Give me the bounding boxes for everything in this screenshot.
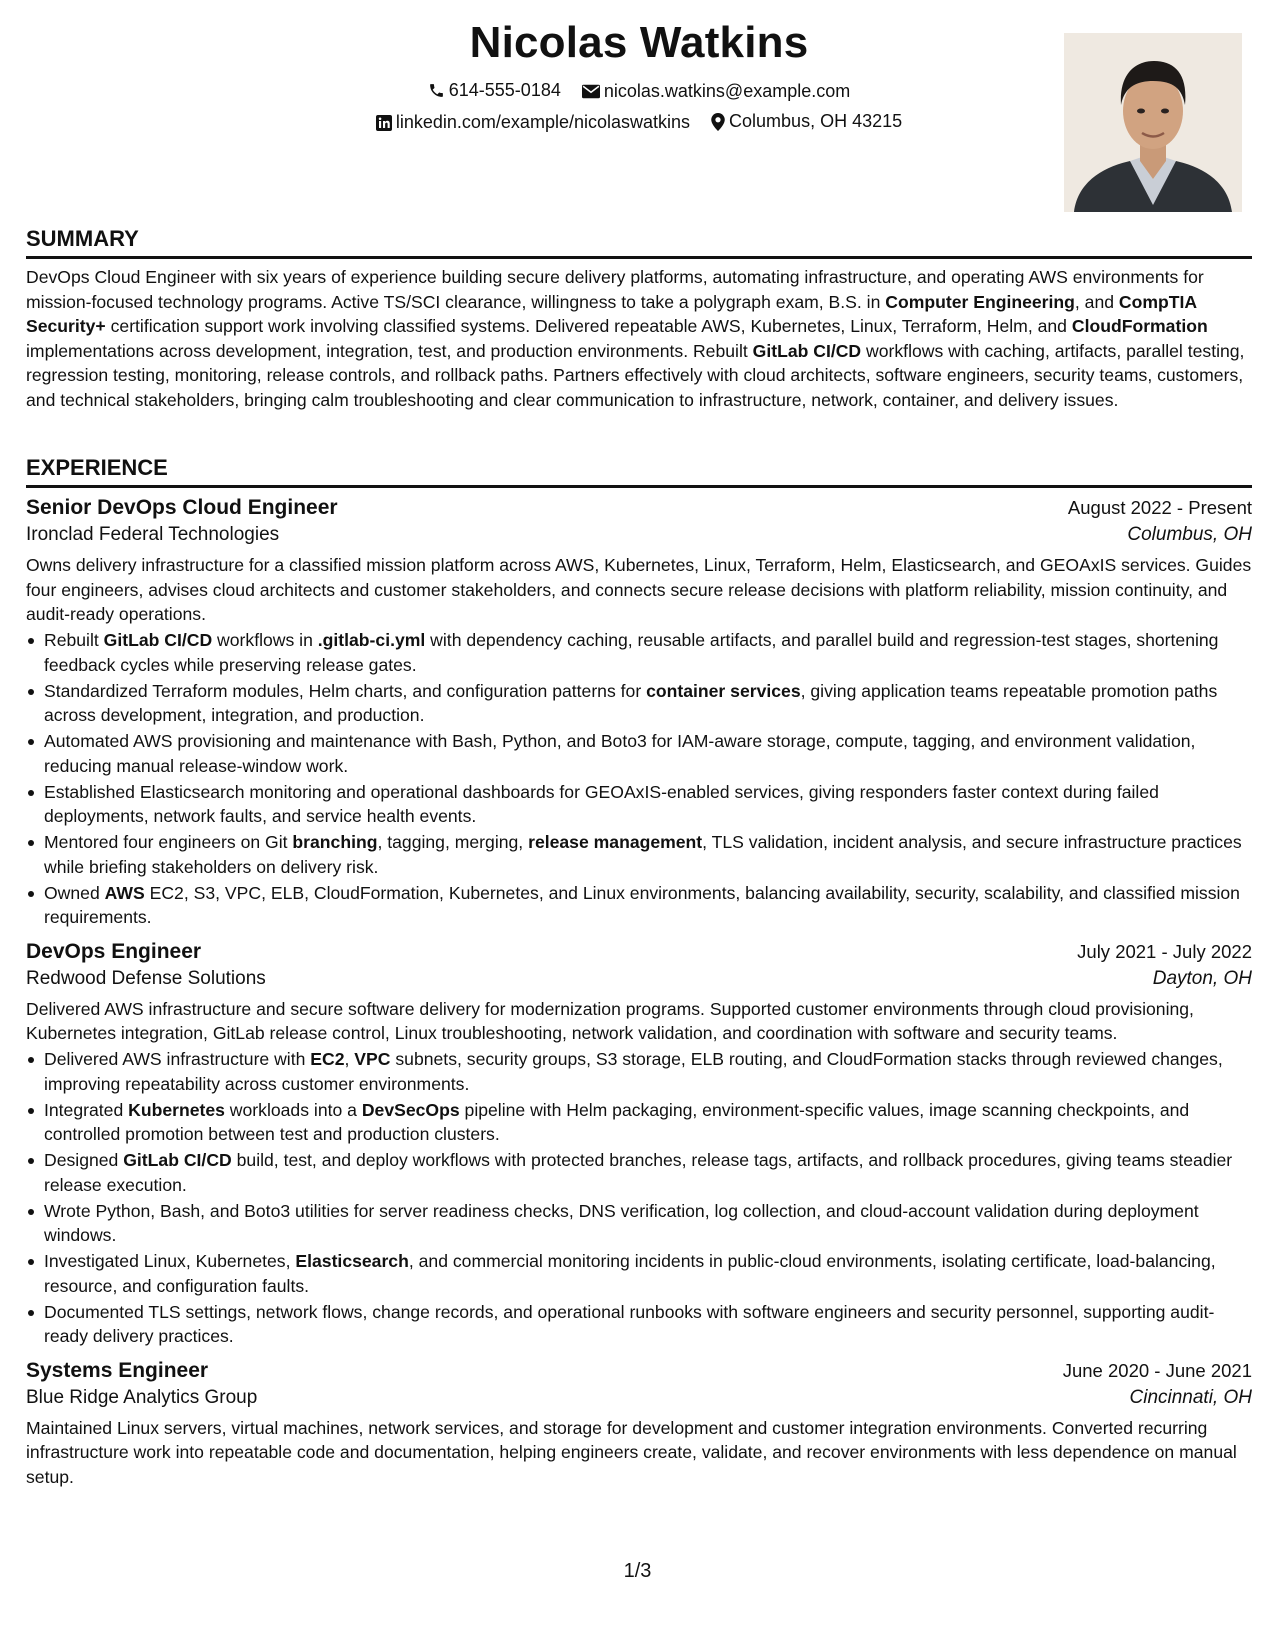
text-run: EC2, S3, VPC, ELB, CloudFormation, Kubernetes, and Linux environments, balancing availability, security, scalability, and classified mission requirements.: [44, 882, 1240, 927]
job-dates: July 2021 - July 2022: [1077, 940, 1252, 962]
text-run: Owned: [44, 882, 105, 903]
contact-phone: [428, 80, 561, 101]
job-title: Senior DevOps Cloud Engineer: [26, 496, 338, 519]
envelope-icon: [582, 84, 600, 99]
bold-keyword: GitLab CI/CD: [123, 1150, 232, 1170]
email-text[interactable]: nicolas.watkins@example.com: [603, 81, 851, 101]
bullet-item: [44, 1148, 1252, 1197]
bold-keyword: Kubernetes: [128, 1099, 225, 1120]
text-run: build, test, and deploy workflows with protected branches, release tags, artifacts, and rollback procedures, giving teams steadier release execution.: [44, 1150, 1233, 1195]
job-entry: [26, 940, 1252, 1349]
company-name: Redwood Defense Solutions: [26, 967, 266, 989]
profile-photo: [1064, 33, 1242, 212]
text-run: Standardized Terraform modules, Helm charts, and configuration patterns for: [44, 680, 647, 701]
experience-heading: EXPERIENCE: [26, 455, 1252, 488]
bullet-item: [44, 1300, 1252, 1349]
text-run: Designed: [44, 1150, 124, 1170]
bold-keyword: CloudFormation: [1071, 316, 1208, 336]
text-run: , tagging, merging,: [377, 832, 529, 852]
text-run: workflows with caching, artifacts, parallel testing, regression testing, monitoring, release controls, and rollback paths. Partners effectively with cloud architects, software engineers, security teams, customers, and technical stakeholders, bringing calm troubleshooting and clear communication to infrastructure, network, container, and delivery issues.: [26, 340, 1245, 410]
text-run: Integrated: [44, 1099, 129, 1120]
job-location: Dayton, OH: [1152, 967, 1252, 989]
text-run: , and commercial monitoring incidents in public-cloud environments, isolating certificate, load-balancing, resource, and configuration faults.: [44, 1251, 1216, 1296]
job-location: Columbus, OH: [1127, 524, 1252, 545]
bold-keyword: container services: [646, 680, 801, 701]
linkedin-icon: [376, 115, 392, 131]
phone-icon: [428, 82, 445, 99]
resume-page: [26, 0, 1252, 1487]
page-number: 1/3: [623, 1560, 652, 1582]
job-entry: [26, 1359, 1252, 1490]
location-text: Columbus, OH 43215: [729, 111, 903, 131]
text-run: Mentored four engineers on Git: [44, 832, 293, 852]
text-run: Documented TLS settings, network flows, change records, and operational runbooks with software engineers and security personnel, supporting audit-ready delivery practices.: [44, 1301, 1215, 1346]
summary-heading: SUMMARY: [26, 226, 1252, 259]
text-run: , and: [1074, 291, 1119, 312]
job-bullets: [26, 1047, 1252, 1349]
bullet-item: [44, 1098, 1252, 1147]
bold-keyword: EC2: [310, 1049, 345, 1069]
phone-text: 614-555-0184: [448, 80, 561, 100]
text-run: Established Elasticsearch monitoring and operational dashboards for GEOAxIS-enabled services, giving responders faster context during failed deployments, network faults, and service health events.: [44, 781, 1159, 826]
job-dates: August 2022 - Present: [1067, 497, 1252, 518]
text-run: implementations across development, integration, test, and production environments. Rebuilt: [26, 340, 753, 361]
bullet-item: [44, 881, 1252, 930]
bullet-item: [44, 780, 1252, 829]
bullet-item: [44, 729, 1252, 778]
bold-keyword: DevSecOps: [361, 1099, 460, 1120]
map-pin-icon: [711, 113, 725, 131]
text-run: DevOps Cloud Engineer with six years of experience building secure delivery platforms, automating infrastructure, and operating AWS environments for mission-focused technology programs. Active TS/SCI clearance, willingness to take a polygraph exam, B.S. in: [26, 267, 1204, 312]
bold-keyword: AWS: [104, 882, 145, 903]
bold-keyword: release management: [528, 832, 703, 852]
text-run: Wrote Python, Bash, and Boto3 utilities for server readiness checks, DNS verification, log collection, and cloud-account validation during deployment windows.: [44, 1200, 1199, 1245]
text-run: workloads into a: [224, 1099, 362, 1120]
bullet-item: [44, 1047, 1252, 1096]
bullet-item: [44, 628, 1252, 677]
experience-section: [26, 455, 1252, 1489]
bullet-item: [44, 1199, 1252, 1248]
text-run: ,: [344, 1049, 355, 1069]
text-run: , giving application teams repeatable promotion paths across development, integration, and production.: [44, 680, 1218, 725]
bullet-item: [44, 1249, 1252, 1298]
bold-keyword: Computer Engineering: [885, 291, 1075, 312]
text-run: Investigated Linux, Kubernetes,: [44, 1251, 296, 1271]
job-description: Delivered AWS infrastructure and secure software delivery for modernization programs. Supported customer environments through cloud provisioning, Kubernetes integration, GitLab release control, Linux troubleshooting, network validation, and coordination with software and security teams.: [26, 998, 1194, 1043]
summary-section: [26, 226, 1252, 412]
job-location: Cincinnati, OH: [1129, 1386, 1252, 1408]
job-description: Owns delivery infrastructure for a classified mission platform across AWS, Kubernetes, Linux, Terraform, Helm, Elasticsearch, and GEOAxIS services. Guides four engineers, advises cloud architects and customer stakeholders, and connects secure release decisions with platform reliability, mission continuity, and audit-ready operations.: [26, 555, 1252, 624]
bullet-item: [44, 830, 1252, 879]
linkedin-text[interactable]: linkedin.com/example/nicolaswatkins: [395, 112, 691, 132]
text-run: , TLS validation, incident analysis, and secure infrastructure practices while briefing stakeholders on delivery risk.: [44, 832, 1242, 877]
bold-keyword: GitLab CI/CD: [103, 630, 213, 650]
contact-linkedin[interactable]: [376, 112, 690, 133]
text-run: Delivered AWS infrastructure with: [44, 1049, 311, 1069]
bold-keyword: Elasticsearch: [295, 1251, 409, 1271]
job-title: Systems Engineer: [26, 1358, 209, 1382]
text-run: with dependency caching, reusable artifacts, and parallel build and regression-test stages, shortening feedback cycles while preserving release gates.: [44, 630, 1219, 675]
company-name: Blue Ridge Analytics Group: [26, 1386, 258, 1408]
bold-keyword: CompTIA Security+: [26, 291, 1197, 336]
text-run: subnets, security groups, S3 storage, ELB routing, and CloudFormation stacks through reviewed changes, improving repeatability across customer environments.: [44, 1049, 1223, 1094]
bold-keyword: VPC: [354, 1049, 391, 1069]
resume-header: [26, 0, 1252, 215]
summary-text: [26, 265, 1252, 412]
job-title: DevOps Engineer: [26, 939, 202, 963]
job-bullets: [26, 628, 1252, 930]
text-run: Rebuilt: [44, 630, 104, 650]
text-run: pipeline with Helm packaging, environment-specific values, image scanning checkpoints, and controlled promotion between test and production clusters.: [44, 1099, 1190, 1144]
bullet-item: [44, 679, 1252, 728]
job-entry: [26, 496, 1252, 930]
candidate-name: Nicolas Watkins: [469, 18, 809, 67]
text-run: certification support work involving classified systems. Delivered repeatable AWS, Kubernetes, Linux, Terraform, Helm, and: [105, 316, 1072, 336]
job-description: Maintained Linux servers, virtual machines, network services, and storage for development and customer integration environments. Converted recurring infrastructure work into repeatable code and documentation, helping engineers create, validate, and recover environments with less dependence on manual setup.: [26, 1417, 1237, 1487]
company-name: Ironclad Federal Technologies: [26, 524, 280, 545]
job-dates: June 2020 - June 2021: [1062, 1359, 1252, 1381]
contact-location: [711, 111, 902, 132]
text-run: workflows in: [212, 630, 318, 650]
text-run: Automated AWS provisioning and maintenance with Bash, Python, and Boto3 for IAM-aware storage, compute, tagging, and environment validation, reducing manual release-window work.: [44, 731, 1196, 776]
contact-email[interactable]: [582, 81, 850, 102]
bold-keyword: GitLab CI/CD: [752, 340, 862, 361]
bold-keyword: .gitlab-ci.yml: [317, 630, 426, 650]
bold-keyword: branching: [292, 832, 378, 852]
